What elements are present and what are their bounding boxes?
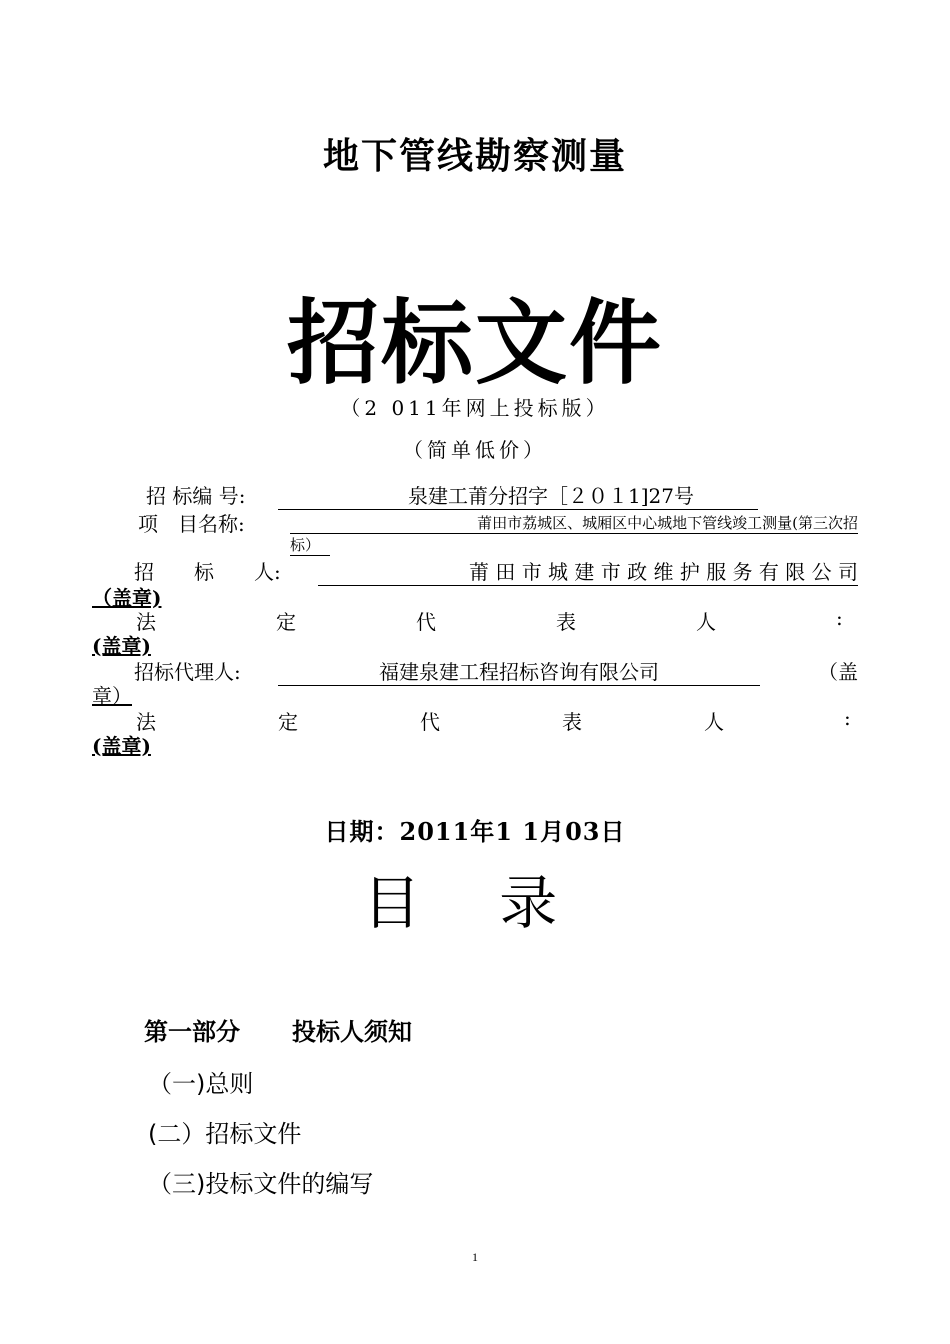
- agent-seal-part2: 章）: [92, 684, 132, 708]
- legal-rep-char: 人: [696, 610, 716, 634]
- project-name-value-line2: 标）: [290, 534, 330, 556]
- tenderer-seal: （盖章): [92, 586, 162, 610]
- legal-rep-char: 表: [562, 710, 582, 734]
- bid-number-value: 泉建工莆分招字［２０１1]27号: [278, 480, 758, 510]
- bid-number-label: 招 标编 号:: [146, 484, 246, 508]
- page-number: 1: [472, 1250, 478, 1264]
- toc-item: （三)投标文件的编写: [148, 1170, 374, 1198]
- legal-rep-char: 表: [556, 610, 576, 634]
- edition-note: （2 011年网上投标版）: [340, 396, 610, 420]
- toc-title: 目 录: [362, 869, 588, 937]
- legal-rep-char: :: [844, 706, 851, 730]
- legal-rep-char: 法: [136, 710, 156, 734]
- bid-mode-note: （简单低价）: [403, 438, 547, 462]
- legal-rep-char: 定: [278, 710, 298, 734]
- document-date: 日期：2011年1 1月03日: [324, 817, 626, 846]
- toc-part: [144, 1012, 412, 1047]
- project-name-label: 项 目名称:: [138, 512, 245, 536]
- tenderer-label: 招 标 人:: [134, 560, 281, 584]
- legal-rep-seal: (盖章): [92, 634, 151, 658]
- legal-rep-char: 代: [420, 710, 440, 734]
- agent-seal-part1: （盖: [818, 660, 858, 684]
- legal-rep-seal: (盖章): [92, 734, 151, 758]
- subject-title: 地下管线勘察测量: [322, 135, 627, 177]
- document-title: 招标文件: [286, 289, 663, 397]
- legal-rep-char: 定: [276, 610, 296, 634]
- agent-label: 招标代理人:: [134, 660, 241, 684]
- toc-item: (二）招标文件: [148, 1120, 302, 1148]
- agent-value: 福建泉建工程招标咨询有限公司: [278, 656, 760, 686]
- legal-rep-char: :: [836, 606, 843, 630]
- toc-part-name: 投标人须知: [292, 1017, 412, 1046]
- project-name-value-line1: 莆田市荔城区、城厢区中心城地下管线竣工测量(第三次招: [290, 512, 858, 534]
- legal-rep-char: 代: [416, 610, 436, 634]
- toc-part-label: 第一部分: [144, 1017, 240, 1046]
- toc-item: （一)总则: [148, 1070, 254, 1098]
- tenderer-value: 莆 田 市 城 建 市 政 维 护 服 务 有 限 公 司: [318, 556, 858, 586]
- legal-rep-char: 法: [136, 610, 156, 634]
- legal-rep-char: 人: [704, 710, 724, 734]
